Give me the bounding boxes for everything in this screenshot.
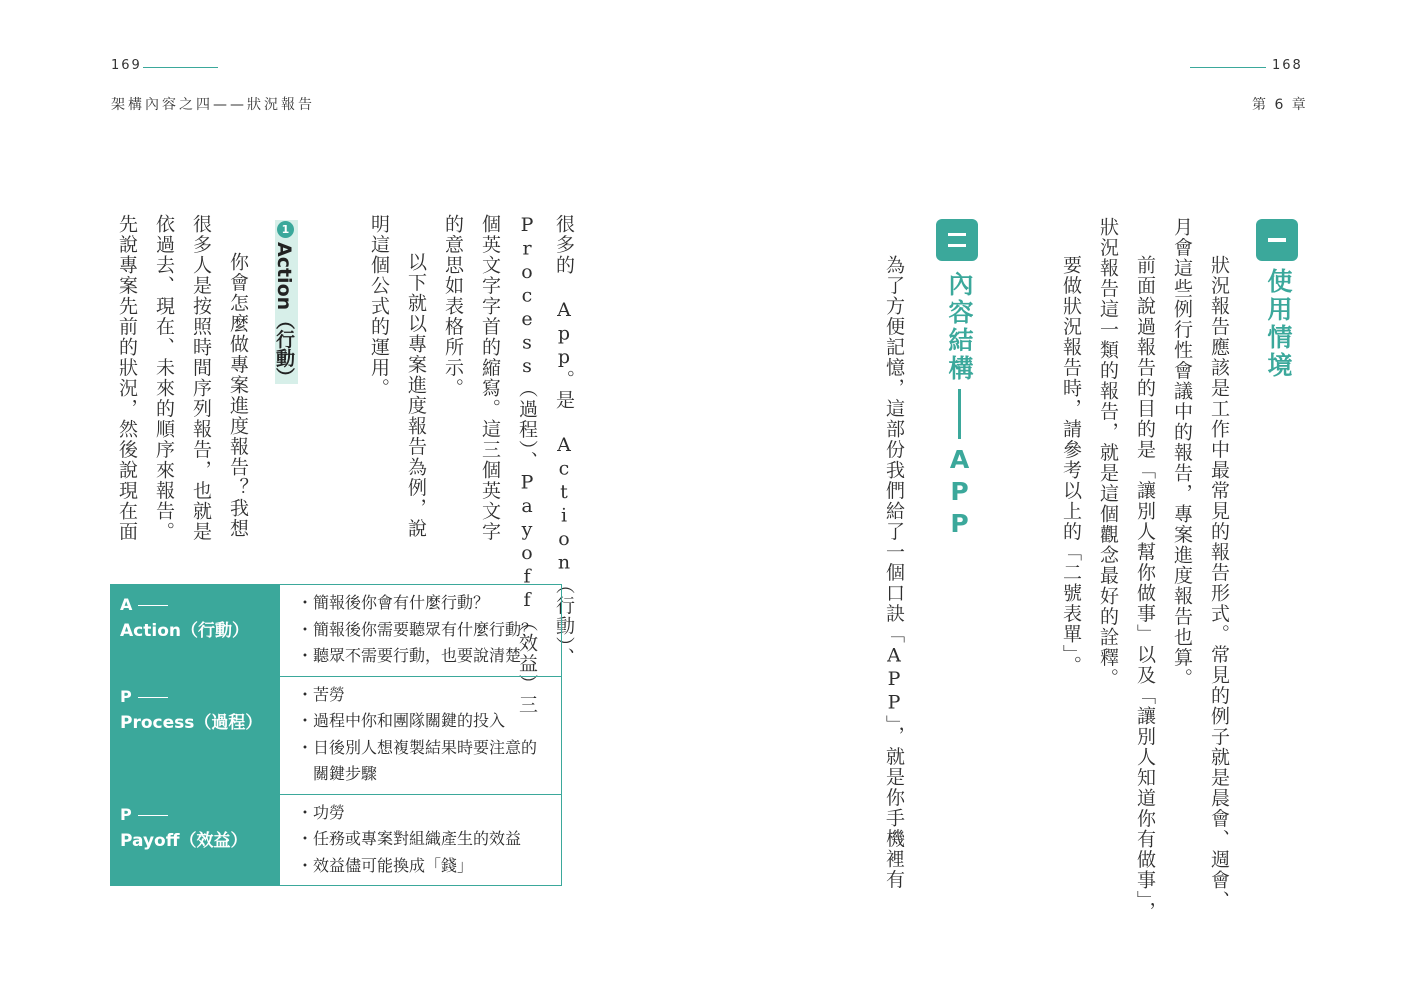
left-running-head: 架構內容之四——狀況報告 <box>111 97 315 113</box>
section2-title-app: APP <box>945 445 974 541</box>
title-dash <box>958 389 961 439</box>
section2-title <box>941 271 977 541</box>
action-line: 很多人是按照時間序列報告，也就是 <box>190 214 212 542</box>
left-header-rule <box>143 67 218 68</box>
table-key-cell <box>111 794 280 886</box>
table-row <box>111 585 562 677</box>
intro-line: 的意思如表格所示。 <box>442 214 464 399</box>
table-row <box>111 794 562 886</box>
list-item: ・ 效益儘可能換成「錢」 <box>297 853 551 880</box>
list-item: ・ 任務或專案對組織產生的效益 <box>297 826 551 853</box>
right-header-rule <box>1190 67 1266 68</box>
table-letter: P <box>120 686 132 706</box>
table-letter: A <box>120 595 133 614</box>
section1-line: 狀況報告這一類的報告，就是這個觀念最好的詮釋。 <box>1097 217 1119 689</box>
table-value-cell <box>280 676 562 794</box>
section1-line: 狀況報告應該是工作中最常見的報告形式。常見的例子就是晨會、週會、 <box>1208 255 1230 911</box>
section1-line: 前面說過報告的目的是「讓別人幫你做事」以及「讓別人知道你有做事」， <box>1134 255 1156 922</box>
list-item: ・ 聽眾不需要行動，也要說清楚 <box>297 643 551 670</box>
list-item: ・ 過程中你和團隊關鍵的投入 <box>297 708 551 735</box>
intro-line: 很多的 App。是 Action（行動）、 <box>553 214 575 668</box>
table-word: Action（行動） <box>120 621 249 641</box>
list-item: ・ 功勞 <box>297 800 551 827</box>
section1-line: 要做狀況報告時，請參考以上的「二號表單」。 <box>1060 255 1082 676</box>
letter-dash <box>138 605 168 606</box>
list-item: ・ 苦勞 <box>297 682 551 709</box>
table-value-cell <box>280 585 562 677</box>
table-row <box>111 676 562 794</box>
intro-line: 以下就以專案進度報告為例，說 <box>405 252 427 539</box>
action-line: 依過去、現在、未來的順序來報告。 <box>153 214 175 542</box>
letter-dash <box>138 697 168 698</box>
section2-line: 為了方便記憶，這部份我們給了一個口訣「APP」，就是你手機裡有 <box>883 255 905 890</box>
intro-line: 個英文字字首的縮寫。這三個英文字 <box>479 214 501 542</box>
table-word: Payoff（效益） <box>120 830 248 851</box>
letter-dash <box>138 815 168 816</box>
list-item: ・ 簡報後你會有什麼行動？ <box>297 590 551 617</box>
action-number-badge: 1 <box>277 221 294 238</box>
list-item: ・ 日後別人想複製結果時要注意的關鍵步驟 <box>297 735 551 788</box>
table-key-cell <box>111 676 280 794</box>
section1-title: 使用情境 <box>1264 268 1293 380</box>
action-line: 先說專案先前的狀況，然後說現在面 <box>116 214 138 542</box>
action-line: 你會怎麼做專案進度報告？我想 <box>227 252 249 539</box>
section1-text <box>1052 217 1237 922</box>
action-heading: Action（行動） <box>273 242 295 387</box>
action-body-text <box>108 214 256 542</box>
table-key-cell <box>111 585 280 677</box>
left-page-number: 169 <box>111 58 142 73</box>
table-value-cell <box>280 794 562 886</box>
table-word: Process（過程） <box>120 712 263 733</box>
section1-line: 月會這些例行性會議中的報告，專案進度報告也算。 <box>1171 217 1193 689</box>
intro-line: Process（過程）、Payoff（效益）三 <box>516 214 538 715</box>
section-one-marker <box>1256 219 1298 261</box>
section2-text <box>875 255 912 890</box>
section2-title-main: 內容結構 <box>945 271 974 383</box>
right-page-number: 168 <box>1272 58 1303 73</box>
app-table <box>110 584 562 886</box>
intro-line: 明這個公式的運用。 <box>368 214 390 399</box>
table-letter: P <box>120 804 132 824</box>
list-item: ・ 簡報後你需要聽眾有什麼行動？ <box>297 617 551 644</box>
right-running-head: 第 6 章 <box>1252 97 1308 113</box>
section-two-marker <box>936 219 978 261</box>
